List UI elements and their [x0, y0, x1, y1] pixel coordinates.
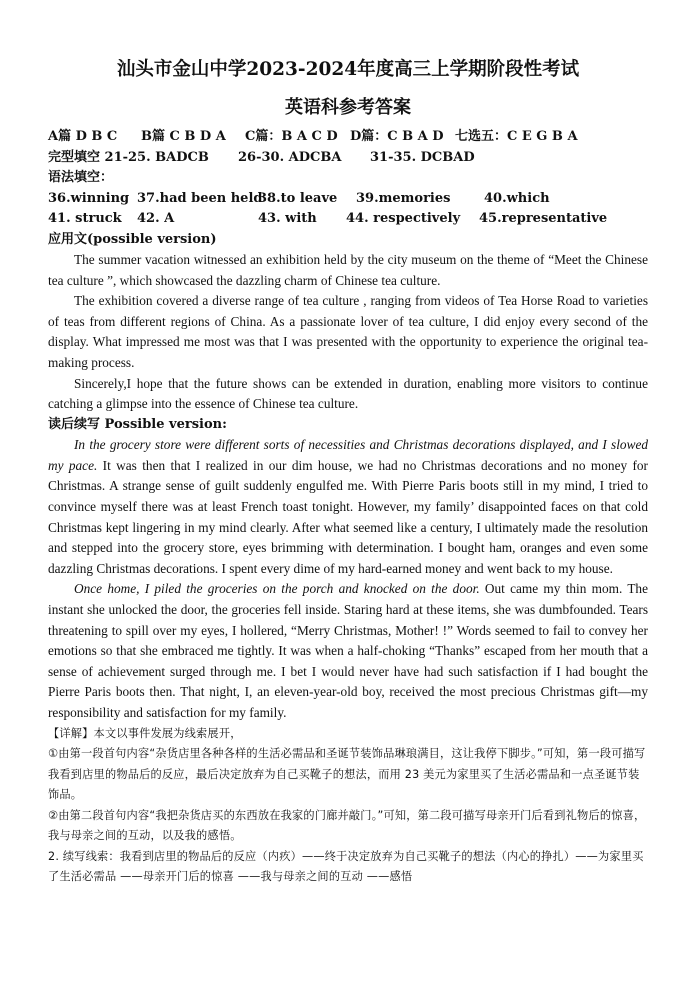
answer-a: A篇 D B C	[48, 129, 118, 144]
grammar-44: 44. respectively	[346, 211, 461, 226]
analysis-point-2: ②由第二段首句内容“我把杂货店买的东西放在我家的门廊并敲门。”可知，第二段可描写母亲开门后看到礼物后的惊喜，我与母亲之间的互动，以及我的感悟。	[48, 808, 646, 843]
answer-b: B篇 C B D A	[141, 129, 226, 144]
grammar-row-2	[48, 209, 648, 230]
grammar-36: 36.winning	[48, 190, 130, 206]
grammar-38: 38.to leave	[258, 190, 338, 206]
paragraph-2-body: Out came my thin mom. The instant she unlocked the door, the groceries fell inside. Staring hard at these items, she was dumbfounded. Tears threatening to spill over my eyes, I hollered, “Merry Christmas, Mother! !” Words seemed to fail to convey her emotions so that she embraced me tightly. It was when a half-choking “Thanks” escaped from her mouth that a sense of achievement surged through me. I bet I would never have had such satisfaction if I had bought the Pierre Paris boots then. That night, I, an eleven-year-old boy, received the most precious Christmas gift—my responsibility and satisfaction for my family.	[48, 581, 648, 720]
analysis-heading: 【详解】本文以事件发展为线索展开，	[48, 726, 242, 740]
cloze-26-30: 26-30. ADCBA	[238, 149, 342, 165]
cloze-21-25: 完型填空 21-25. BADCB	[48, 149, 209, 165]
answer-seven-choose-five: 七选五：C E G B A	[455, 129, 578, 144]
grammar-41: 41. struck	[48, 211, 122, 226]
paragraph-1-body: It was then that I realized in our dim house, we had no Christmas decorations and no money for Christmas. A strange sense of guilt suddenly engulfed me. With Pierre Paris boots still in my mind, I tried to convince myself there was at least French toast tonight. However, my family’ disappointed faces on that cold Christmas kept lingering in my mind clearly. After what seemed like a century, I ultimately made the resolution and stepped into the grocery store, eyes brimming with determination. I bought ham, oranges and even some dazzling Christmas decorations. I spent every dime of my hard-earned money and went back to my house.	[48, 457, 648, 576]
grammar-row-1	[48, 189, 648, 210]
writing-paragraph: The summer vacation witnessed an exhibition held by the city museum on the theme of “Meet the Chinese tea culture ”, which showcased the dazzling charm of Chinese tea culture.	[48, 252, 648, 288]
cloze-31-35: 31-35. DCBAD	[370, 149, 475, 165]
continuation-paragraph-2	[48, 579, 648, 723]
grammar-37: 37.had been held	[137, 190, 263, 206]
writing-heading: 应用文(possible version)	[48, 231, 217, 247]
reading-answers	[48, 127, 648, 148]
writing-paragraph: Sincerely,I hope that the future shows can be extended in duration, enabling more visitors to continue catching a glimpse into the essence of Chinese tea culture.	[48, 375, 648, 412]
paragraph-2-opening: Once home, I piled the groceries on the porch and knocked on the door.	[74, 581, 480, 597]
answer-d: D篇：C B A D	[350, 129, 444, 144]
grammar-42: 42. A	[137, 211, 175, 226]
answer-c: C篇：B A C D	[245, 129, 338, 144]
analysis-point-1: ①由第一段首句内容“杂货店里各种各样的生活必需品和圣诞节装饰品琳琅满目，这让我停下脚步。”可知，第一段可描写我看到店里的物品后的反应，最后决定放弃为自己买靴子的想法，而用 23 美元为家里买了生活必需品和一点圣诞节装饰品。	[48, 747, 646, 802]
page-subtitle: 英语科参考答案	[285, 97, 411, 118]
continuation-heading: 读后续写 Possible version:	[48, 416, 227, 432]
page-title: 汕头市金山中学2023-2024年度高三上学期阶段性考试	[116, 59, 580, 80]
grammar-heading: 语法填空：	[48, 170, 114, 185]
continuation-paragraph-1	[48, 435, 648, 579]
writing-paragraph: The exhibition covered a diverse range of tea culture , ranging from videos of Tea Horse Road to varieties of teas from different regions of China. As a passionate lover of tea culture, I did enjoy every second of the display. What impressed me most was that I was presented with the opportunity to experience the original tea-making process.	[48, 293, 648, 370]
grammar-43: 43. with	[258, 211, 317, 226]
grammar-40: 40.which	[484, 190, 550, 206]
grammar-39: 39.memories	[356, 190, 451, 206]
analysis-clue: 2. 续写线索：我看到店里的物品后的反应（内疚）——终于决定放弃为自己买靴子的想法（内心的挣扎）——为家里买了生活必需品 ——母亲开门后的惊喜 ——我与母亲之间的互动 ——感悟	[48, 849, 644, 884]
grammar-45: 45.representative	[479, 211, 608, 226]
paragraph-1-opening: In the grocery store were different sorts of necessities and Christmas decorations displayed, and I slowed my pace.	[48, 437, 648, 473]
cloze-answers	[48, 148, 648, 169]
